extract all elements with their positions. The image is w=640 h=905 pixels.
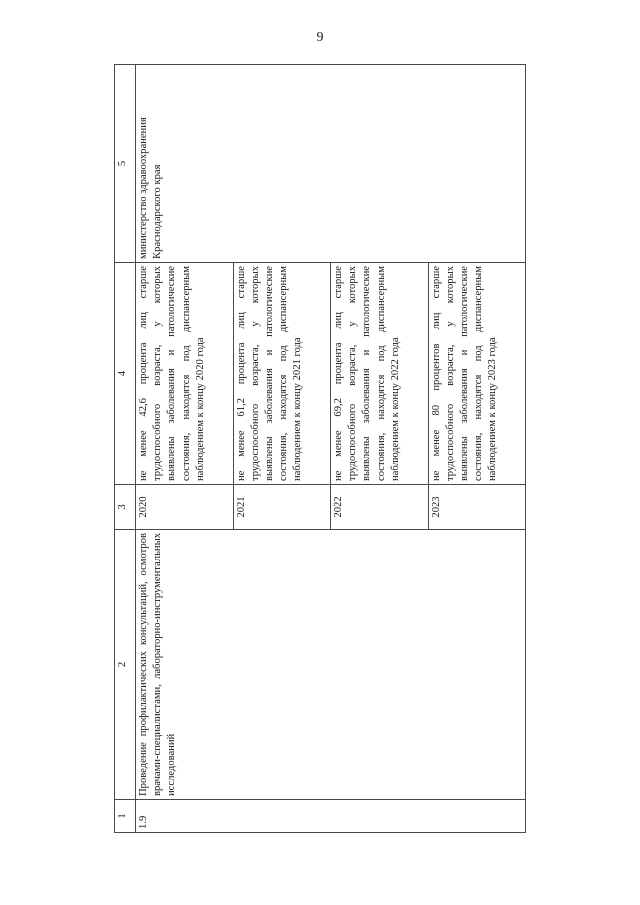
measures-table xyxy=(114,64,526,833)
header-col-5: 5 xyxy=(115,65,136,263)
year-cell: 2023 xyxy=(428,485,526,530)
table-header xyxy=(115,65,136,833)
year-cell: 2020 xyxy=(136,485,234,530)
header-col-1: 1 xyxy=(115,800,136,833)
measure-description: Проведение профилактических консультаций, осмотров врачами-специалистами, лабораторно-инструментальных исследований xyxy=(136,530,526,800)
table-row xyxy=(136,65,234,833)
header-row xyxy=(115,65,136,833)
header-col-3: 3 xyxy=(115,485,136,530)
page-number: 9 xyxy=(316,30,324,45)
year-cell: 2021 xyxy=(233,485,331,530)
result-cell: не менее 42,6 процента лиц старше трудоспособного возраста, у которых выявлены заболевания и патологические состояния, находятся под диспансерным наблюдением к концу 2020 года xyxy=(136,263,234,485)
result-cell: не менее 80 процентов лиц старше трудоспособного возраста, у которых выявлены заболевания и патологические состояния, находятся под диспансерным наблюдением к концу 2023 года xyxy=(428,263,526,485)
result-cell: не менее 69,2 процента лиц старше трудоспособного возраста, у которых выявлены заболевания и патологические состояния, находятся под диспансерным наблюдением к концу 2022 года xyxy=(331,263,429,485)
year-cell: 2022 xyxy=(331,485,429,530)
table-body xyxy=(136,65,526,833)
header-col-4: 4 xyxy=(115,263,136,485)
responsible-executor: министерство здравоохранения Краснодарского края xyxy=(136,65,526,263)
rotated-table-container xyxy=(114,65,526,833)
row-number: 1.9 xyxy=(136,800,526,833)
result-cell: не менее 61,2 процента лиц старше трудоспособного возраста, у которых выявлены заболевания и патологические состояния, находятся под диспансерным наблюдением к концу 2021 года xyxy=(233,263,331,485)
header-col-2: 2 xyxy=(115,530,136,800)
